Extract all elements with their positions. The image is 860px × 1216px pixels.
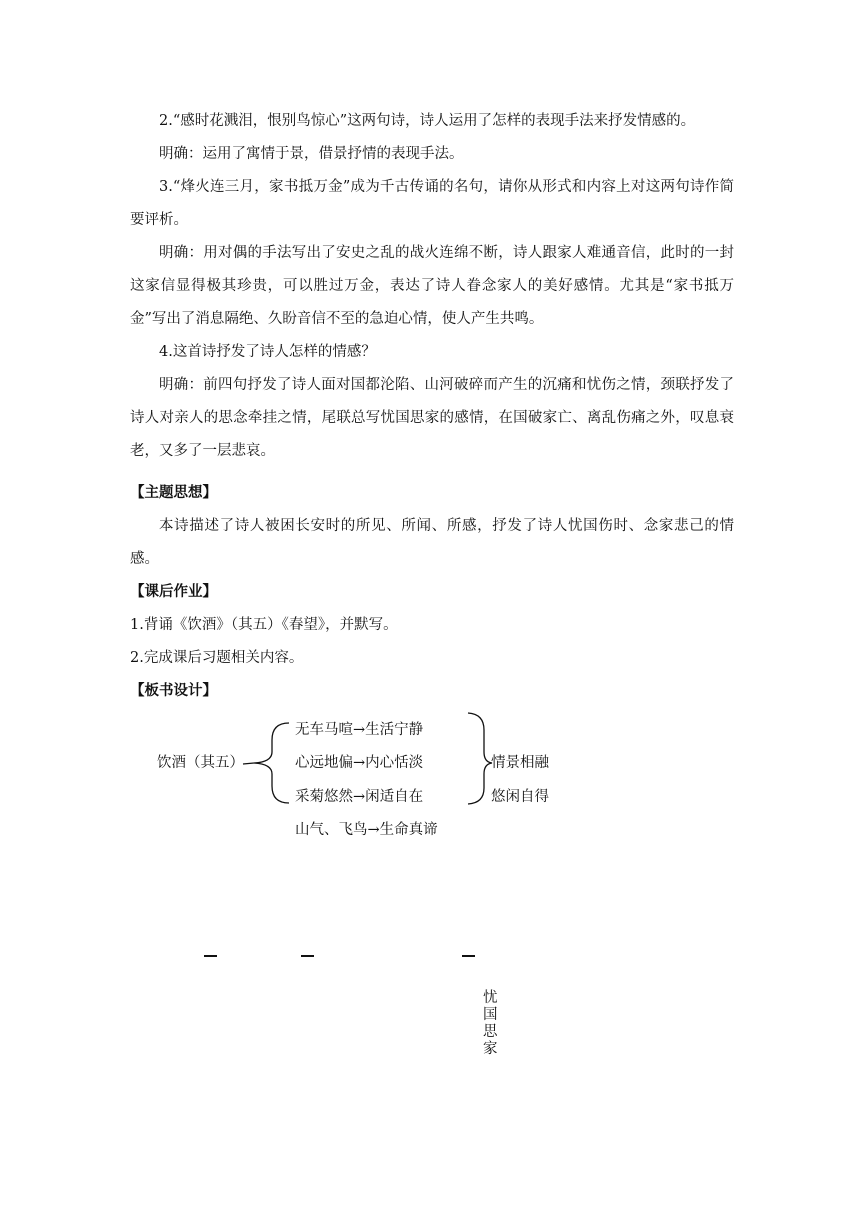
heading-board-design: 【板书设计】 [130, 683, 217, 699]
answer-2: 明确：运用了寓情于景，借景抒情的表现手法。 [159, 146, 464, 162]
theme-text: 本诗描述了诗人被困长安时的所见、所闻、所感，抒发了诗人忧国伤时、念家悲己的情感。 [130, 518, 734, 567]
question-3: 3.“烽火连三月，家书抵万金”成为千古传诵的名句，请你从形式和内容上对这两句诗作简要评析。 [130, 179, 734, 228]
connector-line [243, 763, 254, 764]
board-item: 无车马喧→生活宁静 [295, 722, 424, 738]
board-item: 心远地偏→内心恬淡 [295, 755, 424, 771]
heading-theme: 【主题思想】 [130, 485, 217, 501]
board-title: 饮酒（其五） [157, 755, 244, 771]
heading-homework: 【课后作业】 [130, 584, 217, 600]
homework-2: 2.完成课后习题相关内容。 [130, 650, 304, 666]
answer-4: 明确：前四句抒发了诗人面对国都沦陷、山河破碎而产生的沉痛和忧伤之情，颈联抒发了诗人对亲人的思念牵挂之情，尾联总写忧国思家的感情，在国破家亡、离乱伤痛之外，叹息衰老，又多了一层悲哀。 [130, 377, 734, 459]
question-2: 2.“感时花溅泪，恨别鸟惊心”这两句诗，诗人运用了怎样的表现手法来抒发情感的。 [159, 113, 696, 129]
question-4: 4.这首诗抒发了诗人怎样的情感？ [159, 344, 376, 360]
board-item: 采菊悠然→闲适自在 [295, 789, 424, 805]
answer-3: 明确：用对偶的手法写出了安史之乱的战火连绵不断，诗人跟家人难通音信，此时的一封这家信显得极其珍贵，可以胜过万金，表达了诗人眷念家人的美好感情。尤其是“家书抵万金”写出了消息隔绝、久盼音信不至的急迫心情，使人产生共鸣。 [130, 245, 734, 327]
dash-mark [301, 955, 314, 957]
left-brace [254, 723, 289, 803]
right-brace [468, 713, 492, 804]
board-item: 山气、飞鸟→生命真谛 [295, 822, 438, 838]
vertical-text: 忧国思家 [483, 990, 498, 1057]
homework-1: 1.背诵《饮酒》（其五）《春望》，并默写。 [130, 617, 398, 633]
dash-mark [462, 955, 475, 957]
dash-mark [204, 955, 217, 957]
board-summary: 悠闲自得 [491, 789, 549, 805]
board-summary: 情景相融 [491, 755, 549, 771]
